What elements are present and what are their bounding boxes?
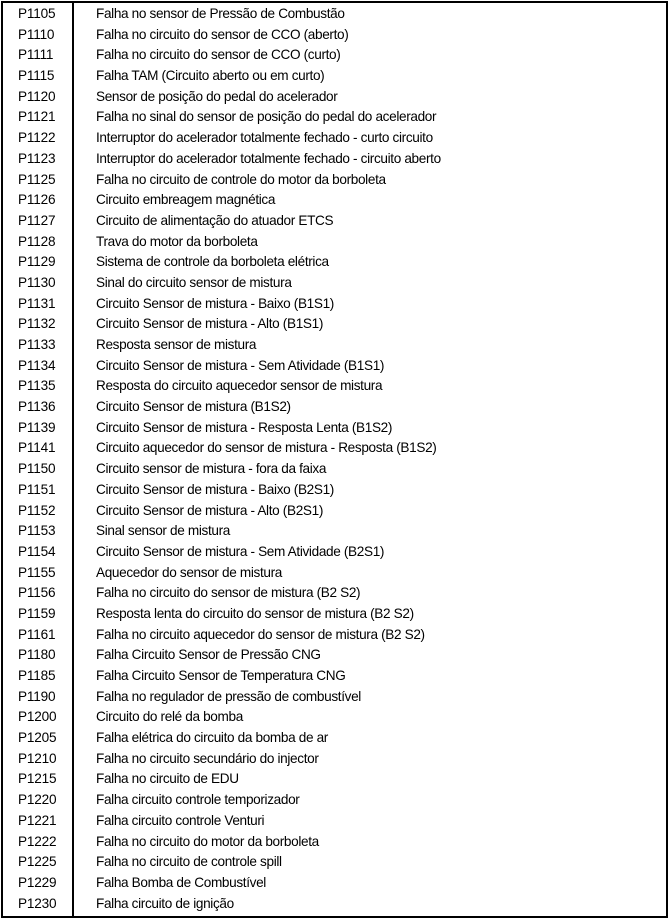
fault-description: Resposta do circuito aquecedor sensor de mistura bbox=[96, 378, 383, 394]
fault-description: Falha no circuito do sensor de mistura (B2 S2) bbox=[96, 585, 361, 601]
fault-code: P1123 bbox=[18, 150, 56, 166]
table-row bbox=[3, 687, 666, 708]
fault-description: Falha circuito controle temporizador bbox=[96, 792, 300, 808]
fault-code: P1190 bbox=[18, 688, 56, 704]
table-row bbox=[3, 811, 666, 832]
table-row bbox=[3, 294, 666, 315]
fault-description: Falha no circuito de controle do motor da borboleta bbox=[96, 171, 386, 187]
fault-description: Falha no circuito do motor da borboleta bbox=[96, 833, 319, 849]
fault-code: P1120 bbox=[18, 88, 56, 104]
fault-description: Falha no circuito de controle spill bbox=[96, 854, 282, 870]
fault-description: Circuito Sensor de mistura - Alto (B1S1) bbox=[96, 316, 324, 332]
table-row bbox=[3, 170, 666, 191]
table-row bbox=[3, 625, 666, 646]
table-row bbox=[3, 273, 666, 294]
fault-description: Falha no sinal do sensor de posição do pedal do acelerador bbox=[96, 109, 437, 125]
fault-description: Sinal do circuito sensor de mistura bbox=[96, 274, 292, 290]
table-rows bbox=[3, 4, 666, 914]
fault-description: Falha no circuito do sensor de CCO (curto) bbox=[96, 47, 341, 63]
fault-description: Aquecedor do sensor de mistura bbox=[96, 564, 282, 580]
table-row bbox=[3, 728, 666, 749]
fault-code: P1105 bbox=[18, 6, 56, 21]
fault-code: P1159 bbox=[18, 605, 56, 621]
table-row bbox=[3, 128, 666, 149]
fault-description: Circuito Sensor de mistura (B1S2) bbox=[96, 399, 291, 415]
table-row bbox=[3, 87, 666, 108]
table-row bbox=[3, 873, 666, 894]
fault-code: P1156 bbox=[18, 585, 56, 601]
table-row bbox=[3, 542, 666, 563]
table-row bbox=[3, 4, 666, 25]
table-row bbox=[3, 25, 666, 46]
fault-description: Falha circuito controle Venturi bbox=[96, 812, 265, 828]
fault-code: P1111 bbox=[18, 47, 54, 63]
table-row bbox=[3, 232, 666, 253]
fault-code: P1154 bbox=[18, 543, 56, 559]
fault-description: Circuito Sensor de mistura - Alto (B2S1) bbox=[96, 502, 324, 518]
fault-description: Falha no circuito aquecedor do sensor de mistura (B2 S2) bbox=[96, 626, 425, 642]
fault-description: Sinal sensor de mistura bbox=[96, 523, 230, 539]
table-row bbox=[3, 107, 666, 128]
table-row bbox=[3, 832, 666, 853]
fault-code: P1205 bbox=[18, 730, 57, 746]
table-row bbox=[3, 666, 666, 687]
fault-code: P1153 bbox=[18, 523, 56, 539]
fault-description: Falha TAM (Circuito aberto ou em curto) bbox=[96, 68, 325, 84]
table-row bbox=[3, 769, 666, 790]
table-row bbox=[3, 149, 666, 170]
fault-description: Circuito do relé da bomba bbox=[96, 709, 243, 725]
fault-code-table bbox=[1, 1, 668, 918]
fault-code: P1215 bbox=[18, 771, 57, 787]
table-row bbox=[3, 707, 666, 728]
fault-description: Resposta lenta do circuito do sensor de mistura (B2 S2) bbox=[96, 605, 414, 621]
table-row bbox=[3, 335, 666, 356]
fault-code: P1132 bbox=[18, 316, 56, 332]
fault-code: P1115 bbox=[18, 68, 55, 84]
fault-code: P1129 bbox=[18, 254, 56, 270]
table-row bbox=[3, 356, 666, 377]
fault-description: Circuito Sensor de mistura - Baixo (B1S1) bbox=[96, 295, 334, 311]
fault-description: Trava do motor da borboleta bbox=[96, 233, 258, 249]
fault-description: Circuito Sensor de mistura - Sem Atividade (B1S1) bbox=[96, 357, 385, 373]
fault-code: P1220 bbox=[18, 792, 57, 808]
fault-code: P1130 bbox=[18, 274, 56, 290]
table-row bbox=[3, 459, 666, 480]
fault-code: P1230 bbox=[18, 895, 57, 911]
table-row bbox=[3, 314, 666, 335]
fault-description: Circuito Sensor de mistura - Sem Atividade (B2S1) bbox=[96, 543, 385, 559]
fault-description: Falha elétrica do circuito da bomba de ar bbox=[96, 730, 328, 746]
table-row bbox=[3, 418, 666, 439]
fault-code: P1127 bbox=[18, 212, 56, 228]
fault-code: P1185 bbox=[18, 668, 56, 683]
table-row bbox=[3, 501, 666, 522]
fault-description: Circuito de alimentação do atuador ETCS bbox=[96, 212, 334, 228]
table-row bbox=[3, 645, 666, 666]
fault-code: P1110 bbox=[18, 26, 55, 42]
table-row bbox=[3, 190, 666, 211]
table-row bbox=[3, 852, 666, 873]
fault-description: Circuito aquecedor do sensor de mistura - Resposta (B1S2) bbox=[96, 440, 437, 456]
fault-description: Falha no circuito secundário do injector bbox=[96, 750, 319, 766]
fault-description: Falha Bomba de Combustível bbox=[96, 874, 266, 890]
fault-code: P1225 bbox=[18, 854, 57, 870]
fault-description: Interruptor do acelerador totalmente fechado - circuito aberto bbox=[96, 150, 441, 166]
table-row bbox=[3, 211, 666, 232]
table-row bbox=[3, 583, 666, 604]
table-row bbox=[3, 438, 666, 459]
fault-code: P1221 bbox=[18, 812, 57, 828]
fault-description: Circuito Sensor de mistura - Resposta Lenta (B1S2) bbox=[96, 419, 393, 435]
fault-code: P1133 bbox=[18, 337, 56, 352]
fault-code: P1151 bbox=[18, 481, 56, 497]
fault-description: Falha circuito de ignição bbox=[96, 895, 234, 911]
table-row bbox=[3, 790, 666, 811]
fault-code: P1126 bbox=[18, 192, 56, 208]
fault-code: P1125 bbox=[18, 171, 56, 187]
fault-code: P1128 bbox=[18, 233, 56, 249]
table-row bbox=[3, 252, 666, 273]
fault-code: P1122 bbox=[18, 130, 56, 146]
table-row bbox=[3, 521, 666, 542]
fault-code: P1210 bbox=[18, 750, 57, 766]
fault-code: P1161 bbox=[18, 626, 56, 642]
fault-description: Circuito sensor de mistura - fora da faixa bbox=[96, 461, 327, 477]
table-row bbox=[3, 397, 666, 418]
table-row bbox=[3, 45, 666, 66]
fault-description: Interruptor do acelerador totalmente fechado - curto circuito bbox=[96, 130, 433, 146]
fault-description: Circuito embreagem magnética bbox=[96, 192, 276, 208]
fault-description: Falha no sensor de Pressão de Combustão bbox=[96, 6, 345, 21]
fault-code: P1141 bbox=[18, 440, 56, 456]
fault-code: P1152 bbox=[18, 502, 56, 518]
fault-description: Falha Circuito Sensor de Pressão CNG bbox=[96, 647, 321, 663]
table-row bbox=[3, 480, 666, 501]
table-row bbox=[3, 749, 666, 770]
fault-code: P1136 bbox=[18, 399, 56, 415]
fault-code: P1134 bbox=[18, 357, 56, 373]
table-row bbox=[3, 376, 666, 397]
fault-code: P1222 bbox=[18, 833, 57, 849]
fault-description: Falha no regulador de pressão de combustível bbox=[96, 688, 361, 704]
fault-description: Falha no circuito de EDU bbox=[96, 771, 239, 787]
fault-description: Sensor de posição do pedal do acelerador bbox=[96, 88, 338, 104]
fault-description: Circuito Sensor de mistura - Baixo (B2S1) bbox=[96, 481, 334, 497]
fault-code: P1135 bbox=[18, 378, 56, 394]
table-row bbox=[3, 66, 666, 87]
fault-code: P1155 bbox=[18, 564, 56, 580]
fault-code: P1121 bbox=[18, 109, 56, 125]
fault-description: Sistema de controle da borboleta elétrica bbox=[96, 254, 329, 270]
fault-code: P1139 bbox=[18, 419, 56, 435]
fault-code: P1200 bbox=[18, 709, 57, 725]
table-row bbox=[3, 604, 666, 625]
fault-code: P1131 bbox=[18, 295, 56, 311]
table-row bbox=[3, 894, 666, 915]
fault-code: P1229 bbox=[18, 874, 57, 890]
fault-description: Falha no circuito do sensor de CCO (aberto) bbox=[96, 26, 349, 42]
fault-description: Falha Circuito Sensor de Temperatura CNG bbox=[96, 668, 346, 683]
fault-code: P1150 bbox=[18, 461, 56, 477]
fault-code: P1180 bbox=[18, 647, 56, 663]
fault-description: Resposta sensor de mistura bbox=[96, 337, 257, 352]
table-row bbox=[3, 563, 666, 584]
